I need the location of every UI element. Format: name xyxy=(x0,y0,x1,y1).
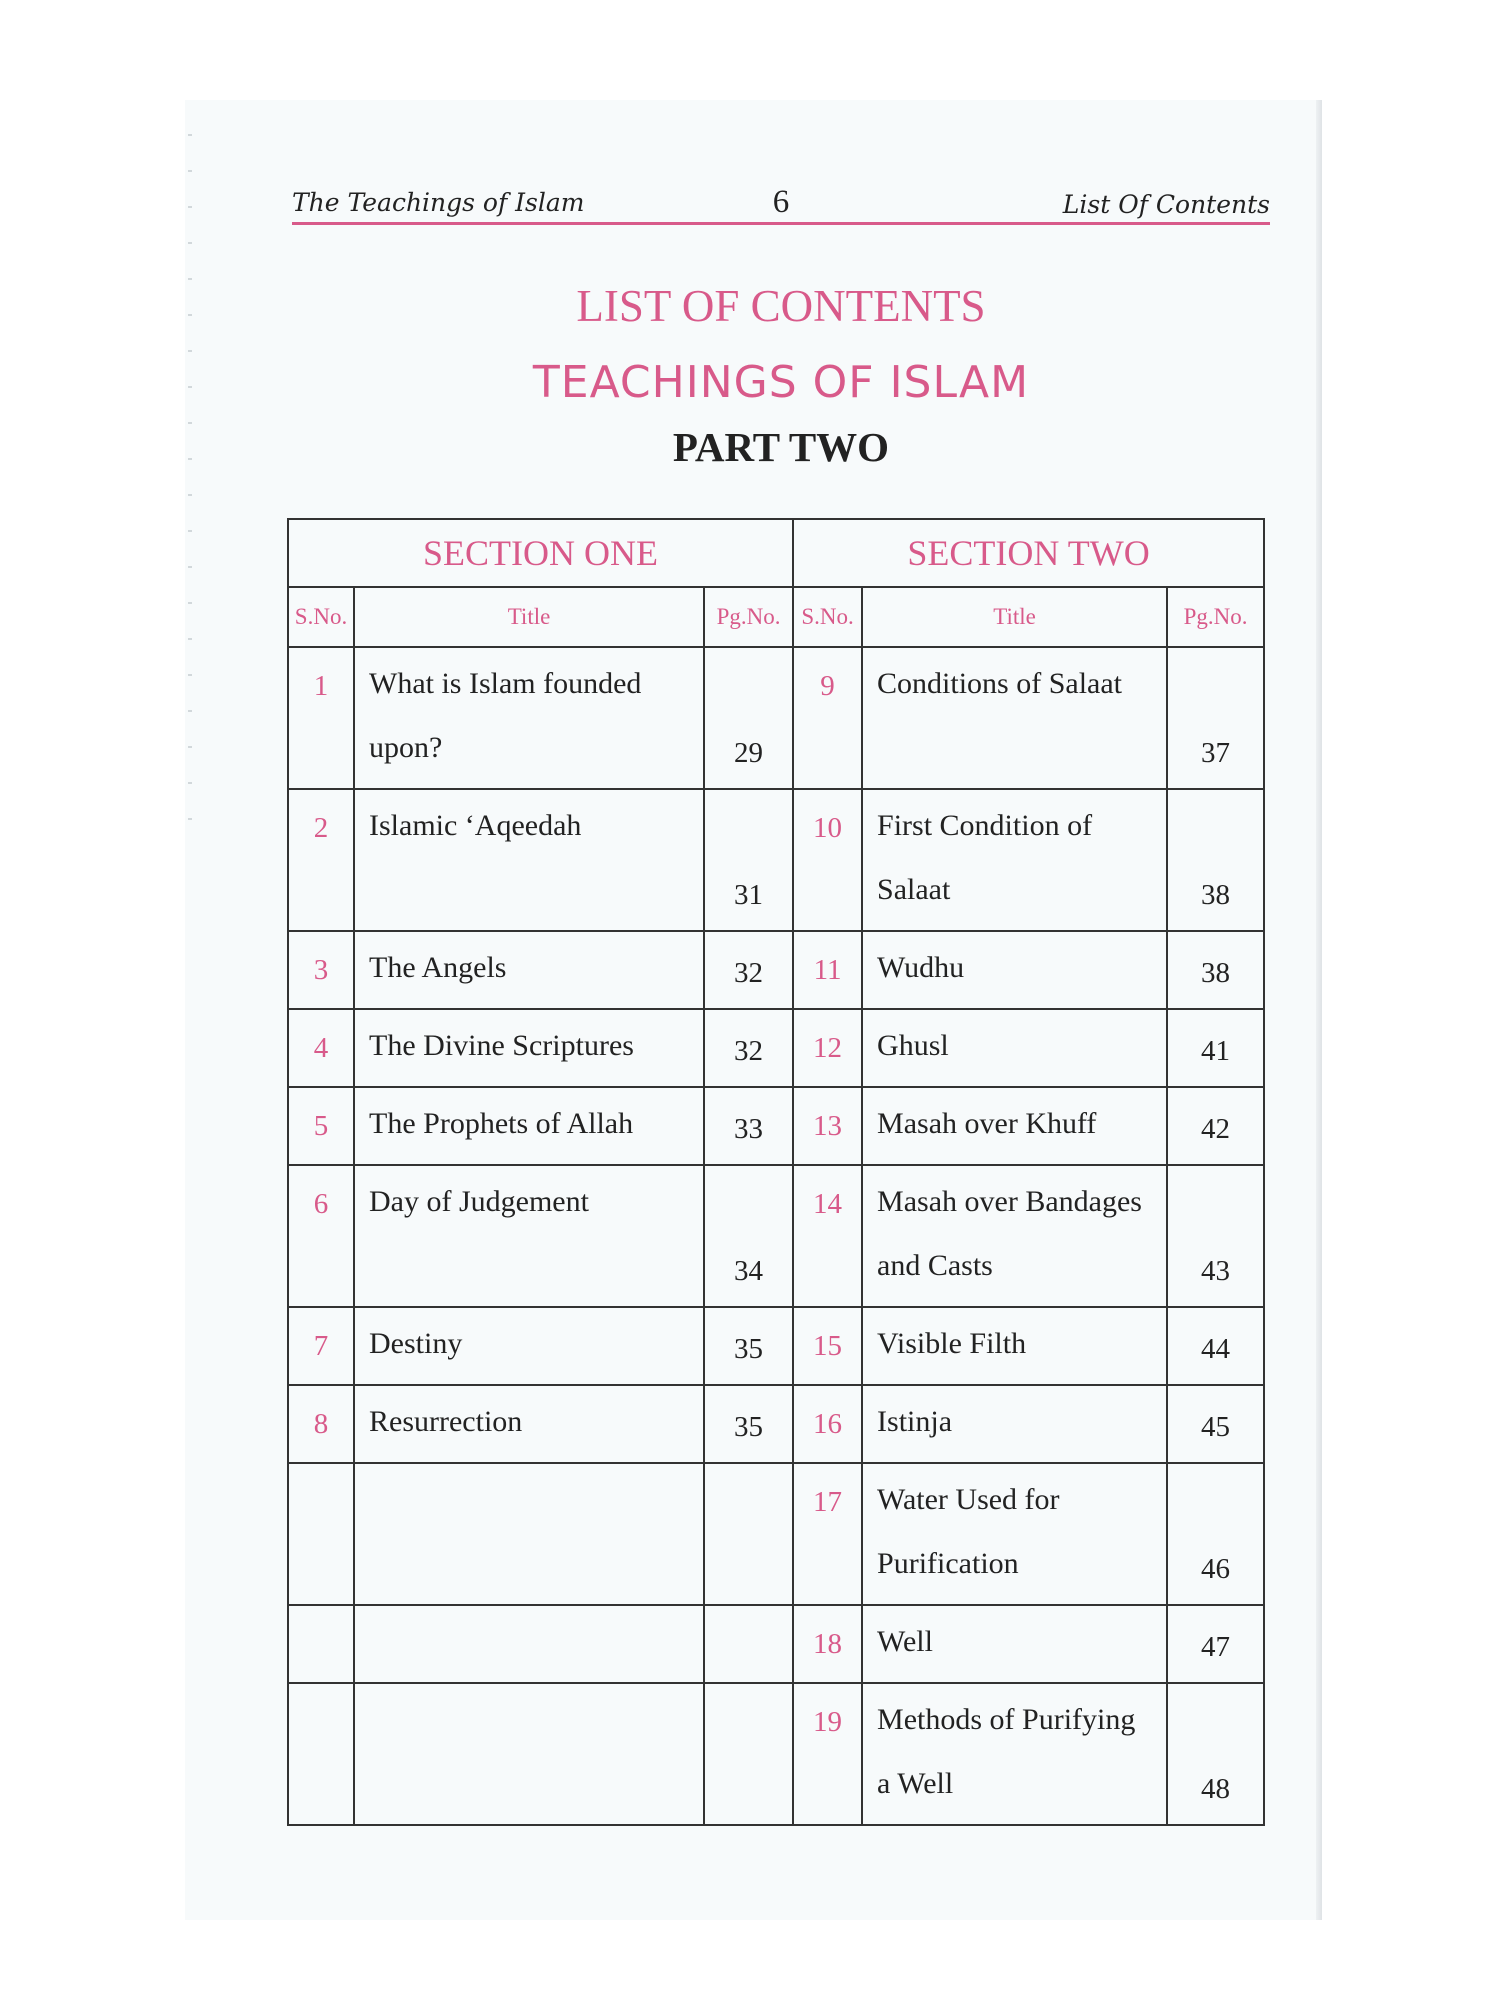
right-title-cell xyxy=(862,1307,1167,1385)
left-title-cell xyxy=(354,1683,704,1825)
left-title-text: What is Islam founded upon? xyxy=(369,667,642,764)
right-title-text: Visible Filth xyxy=(877,1327,1027,1360)
right-page-cell: 47 xyxy=(1167,1605,1264,1683)
right-title-text: Masah over Bandages and Casts xyxy=(877,1185,1142,1282)
section-two-header: SECTION TWO xyxy=(793,519,1264,587)
right-page-cell: 46 xyxy=(1167,1463,1264,1605)
section-one-header: SECTION ONE xyxy=(288,519,793,587)
left-title-cell xyxy=(354,1087,704,1165)
left-page-cell xyxy=(704,1463,793,1605)
binding-edge-marks xyxy=(188,100,192,820)
right-sno-cell: 13 xyxy=(793,1087,862,1165)
right-sno-cell: 12 xyxy=(793,1009,862,1087)
right-title-cell xyxy=(862,1165,1167,1307)
right-title-text: Methods of Purifying a Well xyxy=(877,1703,1136,1800)
right-title-text: Conditions of Salaat xyxy=(877,667,1123,700)
right-sno-cell: 10 xyxy=(793,789,862,931)
col-header-pg: Pg.No. xyxy=(704,587,793,647)
right-page-cell: 43 xyxy=(1167,1165,1264,1307)
table-row xyxy=(288,1087,1264,1165)
right-title-text: Masah over Khuff xyxy=(877,1107,1097,1140)
right-title-cell xyxy=(862,1087,1167,1165)
table-row xyxy=(288,1385,1264,1463)
right-sno-cell: 19 xyxy=(793,1683,862,1825)
list-of-contents-heading: LIST OF CONTENTS xyxy=(576,281,986,331)
col-header-pg: Pg.No. xyxy=(1167,587,1264,647)
header-page-number: 6 xyxy=(772,184,790,220)
right-page-cell: 48 xyxy=(1167,1683,1264,1825)
right-sno-cell: 17 xyxy=(793,1463,862,1605)
table-row xyxy=(288,1165,1264,1307)
left-sno-cell: 6 xyxy=(288,1165,354,1307)
right-title-cell xyxy=(862,647,1167,789)
contents-table-body xyxy=(288,647,1264,1825)
left-page-cell: 32 xyxy=(704,931,793,1009)
left-page-cell: 34 xyxy=(704,1165,793,1307)
right-page-cell: 37 xyxy=(1167,647,1264,789)
table-row xyxy=(288,1009,1264,1087)
right-title-cell xyxy=(862,1463,1167,1605)
left-title-cell xyxy=(354,1385,704,1463)
right-title-text: Well xyxy=(877,1625,933,1658)
right-title-cell xyxy=(862,1605,1167,1683)
right-sno-cell: 16 xyxy=(793,1385,862,1463)
right-page-cell: 45 xyxy=(1167,1385,1264,1463)
left-sno-cell: 7 xyxy=(288,1307,354,1385)
left-sno-cell xyxy=(288,1463,354,1605)
left-page-cell: 32 xyxy=(704,1009,793,1087)
left-page-cell: 31 xyxy=(704,789,793,931)
left-title-text: The Divine Scriptures xyxy=(369,1029,634,1062)
page-edge-shadow xyxy=(1316,100,1322,1920)
right-title-cell xyxy=(862,1385,1167,1463)
col-header-sno: S.No. xyxy=(288,587,354,647)
right-title-text: First Condition of Salaat xyxy=(877,809,1093,906)
right-title-cell xyxy=(862,1683,1167,1825)
left-page-cell: 33 xyxy=(704,1087,793,1165)
left-title-text: Destiny xyxy=(369,1327,463,1360)
left-title-cell xyxy=(354,1009,704,1087)
right-title-cell xyxy=(862,789,1167,931)
left-sno-cell: 5 xyxy=(288,1087,354,1165)
left-title-cell xyxy=(354,1605,704,1683)
right-sno-cell: 14 xyxy=(793,1165,862,1307)
table-row xyxy=(288,647,1264,789)
col-header-sno: S.No. xyxy=(793,587,862,647)
left-sno-cell xyxy=(288,1605,354,1683)
left-title-text: Day of Judgement xyxy=(369,1185,589,1218)
right-sno-cell: 9 xyxy=(793,647,862,789)
right-title-cell xyxy=(862,931,1167,1009)
right-sno-cell: 15 xyxy=(793,1307,862,1385)
right-title-text: Ghusl xyxy=(877,1029,949,1062)
left-sno-cell xyxy=(288,1683,354,1825)
table-row xyxy=(288,1463,1264,1605)
left-title-cell xyxy=(354,1307,704,1385)
table-row xyxy=(288,789,1264,931)
left-title-cell xyxy=(354,1165,704,1307)
table-row xyxy=(288,1605,1264,1683)
right-page-cell: 38 xyxy=(1167,789,1264,931)
table-row xyxy=(288,931,1264,1009)
left-sno-cell: 1 xyxy=(288,647,354,789)
table-row xyxy=(288,1307,1264,1385)
left-page-cell: 29 xyxy=(704,647,793,789)
left-page-cell xyxy=(704,1605,793,1683)
book-title-heading: TEACHINGS OF ISLAM xyxy=(532,357,1030,408)
right-page-cell: 41 xyxy=(1167,1009,1264,1087)
left-title-cell xyxy=(354,1463,704,1605)
col-header-title: Title xyxy=(862,587,1167,647)
right-page-cell: 44 xyxy=(1167,1307,1264,1385)
col-header-title: Title xyxy=(354,587,704,647)
table-row xyxy=(288,1683,1264,1825)
left-title-text: The Angels xyxy=(369,951,507,984)
right-page-cell: 38 xyxy=(1167,931,1264,1009)
left-title-cell xyxy=(354,647,704,789)
left-title-text: Resurrection xyxy=(369,1405,523,1438)
left-sno-cell: 4 xyxy=(288,1009,354,1087)
left-sno-cell: 3 xyxy=(288,931,354,1009)
right-sno-cell: 18 xyxy=(793,1605,862,1683)
left-title-text: The Prophets of Allah xyxy=(369,1107,634,1140)
right-title-text: Istinja xyxy=(877,1405,953,1438)
right-title-cell xyxy=(862,1009,1167,1087)
left-page-cell: 35 xyxy=(704,1385,793,1463)
left-title-cell xyxy=(354,931,704,1009)
left-sno-cell: 2 xyxy=(288,789,354,931)
part-heading: PART TWO xyxy=(672,424,890,470)
left-title-cell xyxy=(354,789,704,931)
left-page-cell xyxy=(704,1683,793,1825)
right-title-text: Water Used for Purification xyxy=(877,1483,1060,1580)
contents-table xyxy=(287,518,1265,1826)
header-section-title: List Of Contents xyxy=(1062,190,1270,219)
running-header xyxy=(292,186,1270,225)
right-title-text: Wudhu xyxy=(877,951,965,984)
right-sno-cell: 11 xyxy=(793,931,862,1009)
right-page-cell: 42 xyxy=(1167,1087,1264,1165)
left-page-cell: 35 xyxy=(704,1307,793,1385)
left-sno-cell: 8 xyxy=(288,1385,354,1463)
header-book-title: The Teachings of Islam xyxy=(292,188,585,217)
left-title-text: Islamic ʻAqeedah xyxy=(369,809,582,842)
